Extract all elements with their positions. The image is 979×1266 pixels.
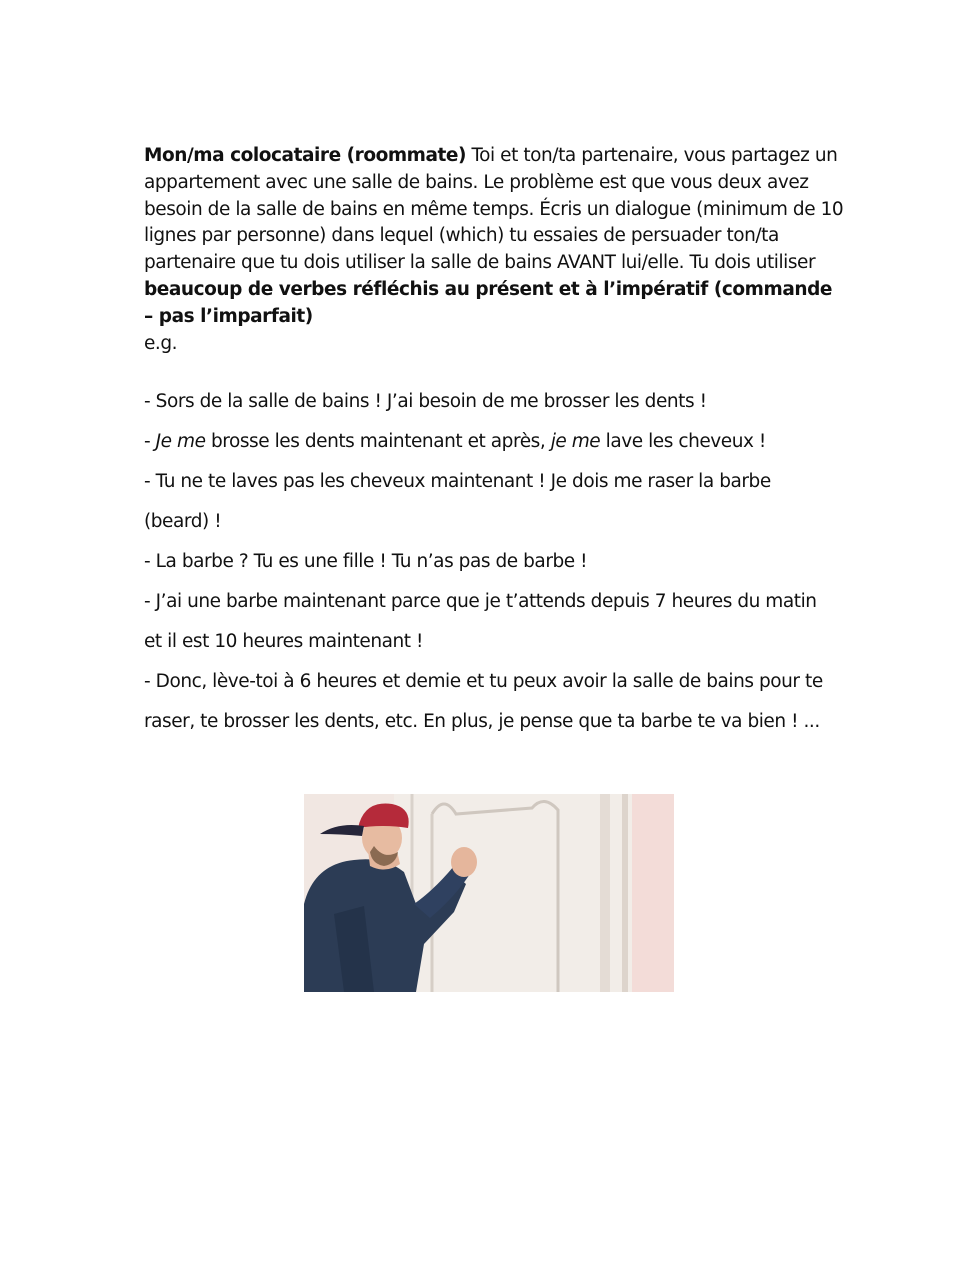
dialogue-line: - Sors de la salle de bains ! J’ai besoin de me brosser les dents ! [144, 391, 707, 412]
dialogue-line: - La barbe ? Tu es une fille ! Tu n’as pas de barbe ! [144, 551, 588, 572]
dialogue-line-continued: et il est 10 heures maintenant ! [144, 631, 423, 652]
intro-title: Mon/ma colocataire (roommate) [144, 145, 467, 166]
dialogue-emphasis: je me [550, 431, 601, 452]
example-label: e.g. [144, 332, 178, 354]
dialogue-line-continued: raser, te brosser les dents, etc. En plus, je pense que ta barbe te va bien ! ... [144, 711, 820, 732]
dialogue-line: - J’ai une barbe maintenant parce que je t’attends depuis 7 heures du matin [144, 591, 817, 612]
dialogue-text: lave les cheveux ! [600, 431, 766, 452]
dialogue-line: - Tu ne te laves pas les cheveux maintenant ! Je dois me raser la barbe [144, 471, 771, 492]
intro-body: Toi et ton/ta partenaire, vous partagez un appartement avec une salle de bains. Le problème est que vous deux avez besoin de la salle de bains en même temps. Écris un dialogue (minimum de 10 lignes par personne) dans lequel (which) tu essaies de persuader ton/ta partenaire que tu dois utiliser la salle de bains AVANT lui/elle. Tu dois utiliser [144, 145, 844, 274]
dialogue-emphasis: Je me [155, 431, 206, 452]
dialogue-line [144, 422, 854, 462]
dialogue-line-continued: (beard) ! [144, 511, 222, 532]
assignment-intro [144, 143, 844, 358]
intro-paragraph [144, 143, 844, 331]
intro-instruction: beaucoup de verbes réfléchis au présent et à l’impératif (commande – pas l’imparfait) [144, 278, 832, 327]
dialogue-text: brosse les dents maintenant et après, [205, 431, 551, 452]
man-knocking-door-illustration [304, 794, 674, 992]
example-dialogue [144, 382, 854, 742]
illustration-photo [304, 794, 674, 992]
dialogue-line: - Donc, lève-toi à 6 heures et demie et tu peux avoir la salle de bains pour te [144, 671, 823, 692]
dialogue-dash: - [144, 431, 156, 452]
intro-text [144, 143, 844, 331]
